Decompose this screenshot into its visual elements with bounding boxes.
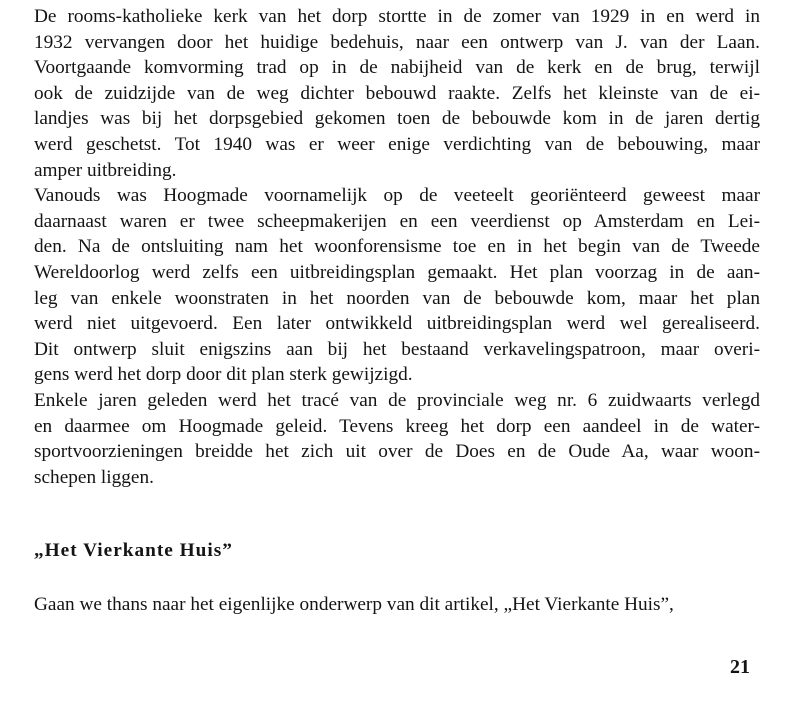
text-line: Wereldoorlog werd zelfs een uitbreidingsplan gemaakt. Het plan voorzag in de aan- — [34, 261, 760, 283]
page-number: 21 — [730, 656, 750, 678]
text-line: landjes was bij het dorpsgebied gekomen toen de bebouwde kom in de jaren dertig — [34, 108, 760, 130]
text-line: 1932 vervangen door het huidige bedehuis, naar een ontwerp van J. van der Laan. — [34, 31, 760, 53]
text-line: Voortgaande komvorming trad op in de nabijheid van de kerk en de brug, terwijl — [34, 57, 760, 79]
paragraph-road — [34, 388, 760, 490]
text-line: Dit ontwerp sluit enigszins aan bij het bestaand verkavelingspatroon, maar overi- — [34, 338, 760, 360]
text-line: sportvoorzieningen breidde het zich uit over de Does en de Oude Aa, waar woon- — [34, 441, 760, 463]
body-text — [34, 4, 760, 490]
text-line: daarnaast waren er twee scheepmakerijen en een veerdienst op Amsterdam en Lei- — [34, 210, 760, 232]
closing-line: Gaan we thans naar het eigenlijke onderwerp van dit artikel, „Het Vierkante Huis”, — [34, 594, 674, 615]
text-line: werd geschetst. Tot 1940 was er weer enige verdichting van de bebouwing, maar — [34, 133, 760, 155]
text-line: leg van enkele woonstraten in het noorden van de bebouwde kom, maar het plan — [34, 287, 760, 309]
text-line: den. Na de ontsluiting nam het woonforensisme toe en in het begin van de Tweede — [34, 236, 760, 258]
text-line: en daarmee om Hoogmade geleid. Tevens kreeg het dorp een aandeel in de water- — [34, 415, 760, 437]
text-line: werd niet uitgevoerd. Een later ontwikkeld uitbreidingsplan werd wel gerealiseerd. — [34, 313, 760, 335]
text-line: Enkele jaren geleden werd het tracé van de provinciale weg nr. 6 zuidwaarts verlegd — [34, 389, 760, 411]
text-line: De rooms-katholieke kerk van het dorp stortte in de zomer van 1929 in en werd in — [34, 6, 760, 27]
section-heading: „Het Vierkante Huis” — [34, 540, 233, 561]
text-line: amper uitbreiding. — [34, 159, 177, 181]
text-line: ook de zuidzijde van de weg dichter bebouwd raakte. Zelfs het kleinste van de ei- — [34, 82, 760, 104]
text-line: schepen liggen. — [34, 466, 154, 488]
paragraph-economy — [34, 183, 760, 388]
text-line: Vanouds was Hoogmade voornamelijk op de veeteelt georiënteerd geweest maar — [34, 185, 760, 207]
text-line: gens werd het dorp door dit plan sterk gewijzigd. — [34, 364, 413, 386]
paragraph-church — [34, 4, 760, 183]
